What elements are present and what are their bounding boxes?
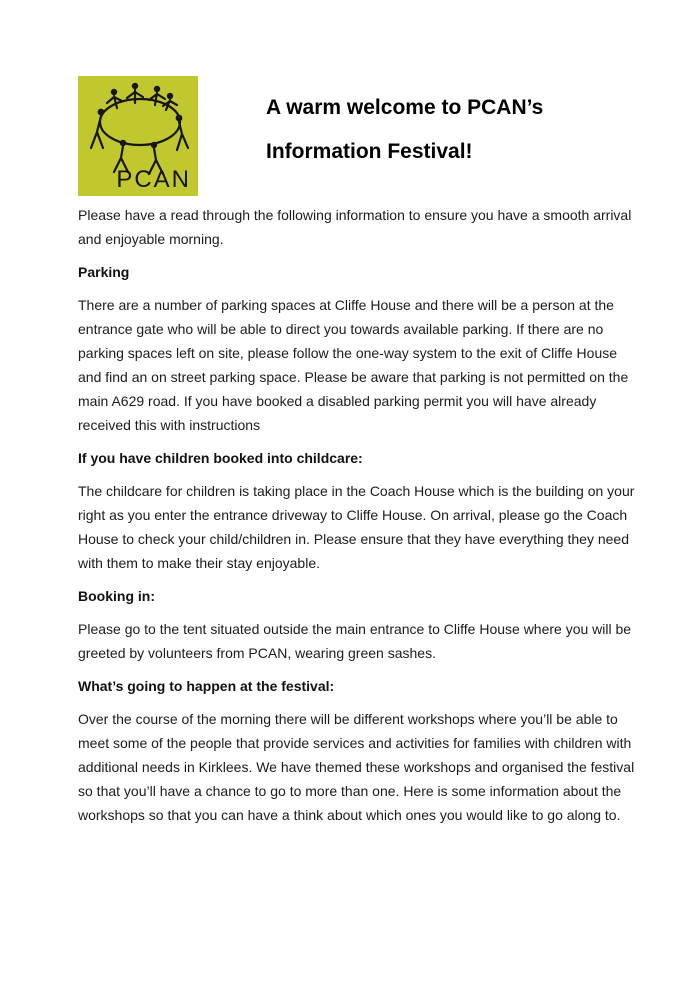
intro-paragraph: Please have a read through the following information to ensure you have a smooth arrival and enjoyable morning. bbox=[78, 207, 632, 247]
title-line-1: A warm welcome to PCAN’s bbox=[266, 96, 544, 119]
section-heading-booking-in: Booking in: bbox=[78, 588, 155, 604]
section-heading-festival: What’s going to happen at the festival: bbox=[78, 678, 335, 694]
section-paragraph-booking-in: Please go to the tent situated outside the main entrance to Cliffe House where you will be greeted by volunteers from PCAN, wearing green sashes. bbox=[78, 621, 632, 661]
section-heading-parking: Parking bbox=[78, 264, 130, 280]
logo-wordmark: PCAN bbox=[116, 166, 191, 193]
page-title bbox=[266, 76, 543, 174]
section-heading-childcare: If you have children booked into childcare: bbox=[78, 450, 363, 466]
section-paragraph-parking: There are a number of parking spaces at Cliffe House and there will be a person at the entrance gate who will be able to direct you towards available parking. If there are no parking spaces left on site, please follow the one-way system to the exit of Cliffe House and find an on street parking space. Please be aware that parking is not permitted on the main A629 road. If you have booked a disabled parking permit you will have already received this with instructions bbox=[78, 297, 629, 433]
section-paragraph-childcare: The childcare for children is taking place in the Coach House which is the building on your right as you enter the entrance driveway to Cliffe House. On arrival, please go the Coach House to check your child/children in. Please ensure that they have everything they need with them to make their stay enjoyable. bbox=[78, 483, 635, 571]
pcan-logo bbox=[78, 76, 198, 196]
document-body bbox=[78, 203, 640, 836]
title-line-2: Information Festival! bbox=[266, 140, 473, 163]
section-paragraph-festival: Over the course of the morning there will be different workshops where you’ll be able to meet some of the people that provide services and activities for families with children with additional needs in Kirklees. We have themed these workshops and organised the festival so that you’ll have a chance to go to more than one. Here is some information about the workshops so that you can have a think about which ones you would like to go along to. bbox=[78, 711, 635, 823]
document-header bbox=[78, 76, 652, 196]
